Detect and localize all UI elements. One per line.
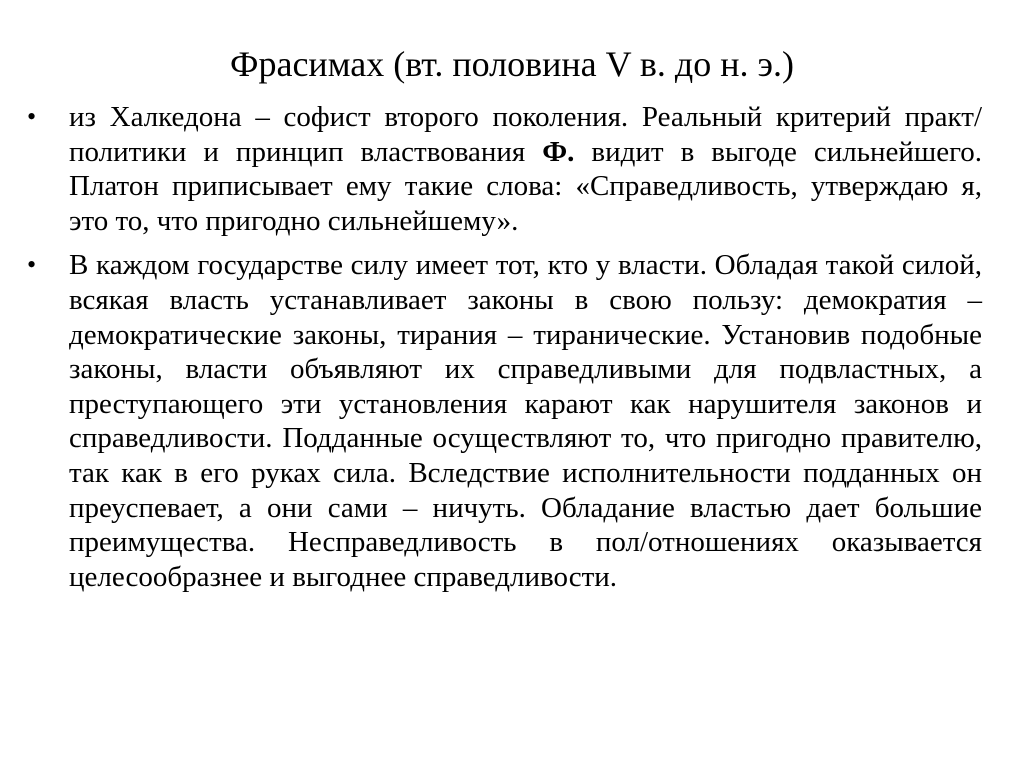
bullet-text (69, 249, 982, 592)
slide-title: Фрасимах (вт. половина V в. до н. э.) (230, 44, 794, 84)
bullet-item-2 (27, 248, 982, 594)
bullet-text-part: из Халкедона – софист второго поколения. Реальный критерий практ/политики и принцип властвования (69, 101, 982, 168)
bullet-text-part: В каждом государстве силу имеет тот, кто у власти. Обладая такой силой, всякая власть устанавливает законы в свою пользу: демократия – демократические законы, тирания – тиранические. Установив подобные законы, власти объявляют их справедливыми для подвластных, а преступающего эти установления карают как нарушителя законов и справедливости. Подданные осуществляют то, что пригодно правителю, так как в его руках сила. Вследствие исполнительности подданных он преуспевает, а они сами – ничуть. Обладание властью дает большие преимущества. Несправедливость в пол/отношениях оказывается целесообразнее и выгоднее справедливости. (69, 249, 982, 593)
bullet-list (27, 100, 982, 594)
bullet-text-part: видит в выгоде сильнейшего. Платон приписывает ему такие слова: «Справедливость, утверждаю я, это то, что пригодно сильнейшему». (69, 135, 982, 237)
bullet-text-bold: Ф. (542, 135, 575, 168)
bullet-item-1 (27, 100, 982, 238)
bullet-icon: • (27, 102, 37, 131)
bullet-icon: • (27, 250, 37, 280)
bullet-text (69, 101, 982, 237)
